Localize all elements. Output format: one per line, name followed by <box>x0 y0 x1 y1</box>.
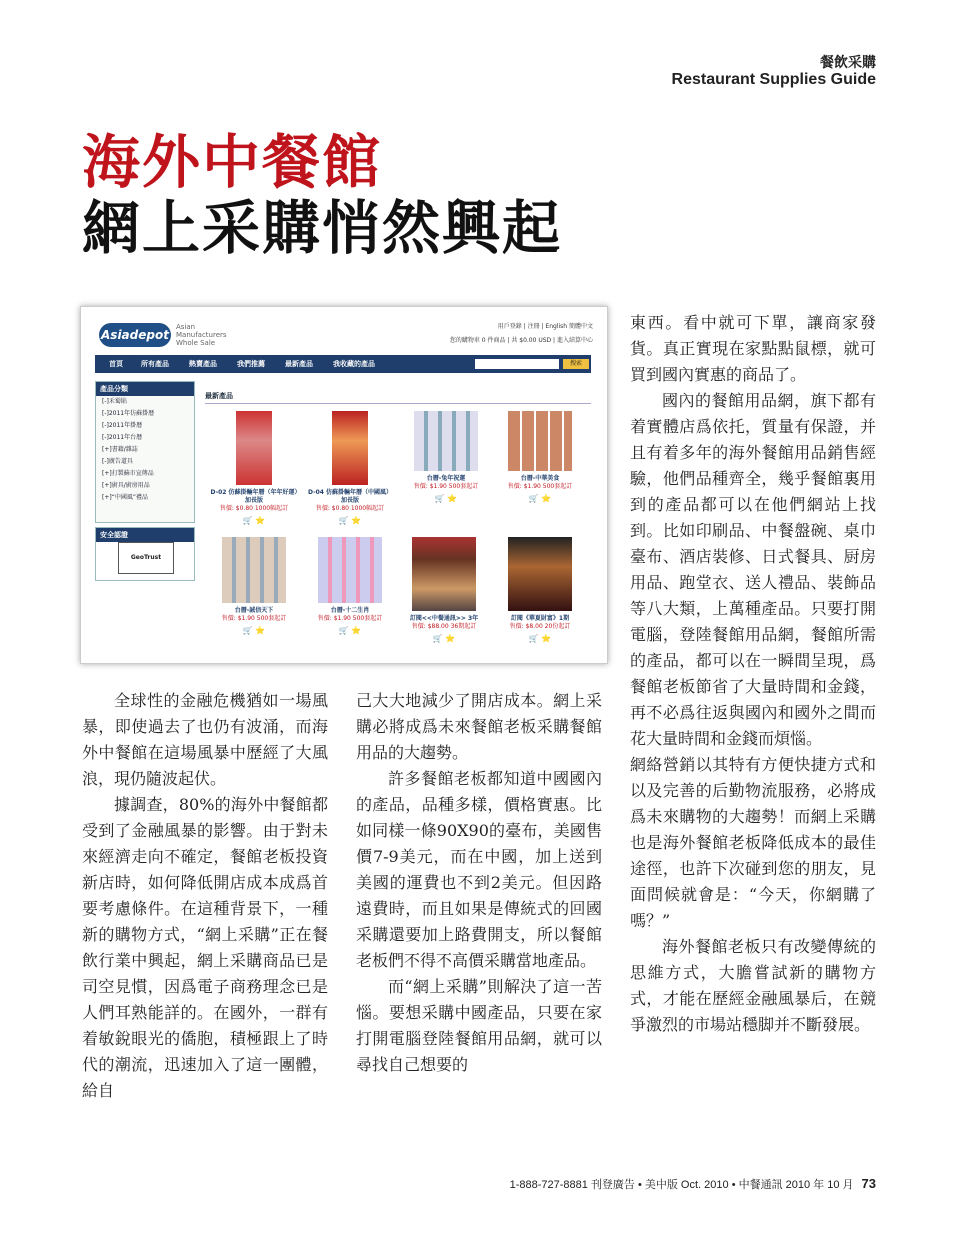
page-number: 73 <box>861 1176 876 1191</box>
footer-text: 1-888-727-8881 刊登廣告 • 美中版 Oct. 2010 • 中餐通訊 2010 年 10 月 <box>509 1179 854 1191</box>
headline-line2: 網上采購悄然興起 <box>82 194 563 262</box>
cart-icon: 🛒 ⭐ <box>528 634 552 643</box>
article-column-1 <box>82 688 328 1104</box>
site-logo-tagline: Asian Manufacturers Whole Sale <box>176 323 227 347</box>
category-title: 產品分類 <box>96 382 194 396</box>
site-nav-item: 所有產品 <box>141 360 169 368</box>
product-price: 售價: $88.00 36期起訂 <box>411 623 477 630</box>
product-image <box>318 537 382 603</box>
cart-icon: 🛒 ⭐ <box>338 626 362 635</box>
divider <box>205 403 591 404</box>
site-safety-panel <box>95 527 195 581</box>
site-nav-item: 熱賣產品 <box>189 360 217 368</box>
article-column-3 <box>630 310 876 1038</box>
category-item: [-]廣告道具 <box>102 458 133 465</box>
site-logo: Asiadepot <box>99 323 171 347</box>
product-image <box>508 537 572 611</box>
article-column-2 <box>356 688 602 1078</box>
section-title-en: Restaurant Supplies Guide <box>671 71 876 88</box>
product-price: 售價: $0.80 1000幅起訂 <box>219 505 289 512</box>
category-item: [+]書籍/雜誌 <box>102 446 138 453</box>
category-item: [+]“中國風”禮品 <box>102 494 148 501</box>
safety-title: 安全認證 <box>96 528 194 542</box>
product-name: 台曆-兔年祝運 <box>426 475 466 482</box>
product-name: 台曆-十二生肖 <box>330 607 370 614</box>
product-image <box>222 537 286 603</box>
site-nav-item: 首頁 <box>109 360 123 368</box>
product-price: 售價: $1.90 500套起訂 <box>413 483 479 490</box>
product-image <box>332 411 368 485</box>
new-products-heading: 最新產品 <box>205 392 233 400</box>
site-nav-item: 我收藏的產品 <box>333 360 375 368</box>
paragraph: 許多餐館老板都知道中國國內的產品，品種多樣，價格實惠。比如同樣一條90X90的臺布，美國售價7-9美元，而在中國，加上送到美國的運費也不到2美元。但因路遠費時，而且如果是傳統式的回國采購還要加上路費開支，所以餐館老板們不得不高價采購當地產品。 <box>356 769 602 970</box>
product-price: 售價: $1.90 500套起訂 <box>317 615 383 622</box>
product-card <box>209 411 299 525</box>
page-footer <box>510 1176 876 1192</box>
site-top-links: 用戶登錄 | 注冊 | English 簡體中文 <box>497 323 593 330</box>
product-name: D-02 仿蘇掛輛年曆（年年好運）加長版 <box>210 489 298 504</box>
paragraph: 據調查，80%的海外中餐館都受到了金融風暴的影響。由于對未來經濟走向不確定，餐館老板投資新店時，如何降低開店成本成爲首要考慮條件。在這種背景下，一種新的購物方式，“網上采購”正在餐飲行業中興起，網上采購商品已是司空見慣，因爲電子商務理念已是人們耳熟能詳的。在國外，一群有着敏銳眼光的僑胞，積極跟上了時代的潮流，迅速加入了這一團體，給自 <box>82 795 328 1100</box>
product-price: 售價: $0.80 1000幅起訂 <box>315 505 385 512</box>
category-item: [-]2011年掛曆 <box>102 422 143 429</box>
site-search-box <box>475 359 559 369</box>
product-card <box>305 537 395 635</box>
product-name: 訂閱<<中餐通訊>> 3年 <box>409 615 479 622</box>
site-cart-line: 您的購物車 0 件商品 | 共 $0.00 USD | 進入結算中心 <box>449 337 593 344</box>
category-item: [-]2011年仿蘇掛曆 <box>102 410 155 417</box>
paragraph: 國內的餐館用品網，旗下都有着實體店爲依托，質量有保證，并且有着多年的海外餐館用品銷售經驗，他們品種齊全，幾乎餐館裏用到的產品都可以在他們網站上找到。比如印刷品、中餐盤碗、桌巾臺布、酒店裝修、日式餐具、厨房用品、跑堂衣、送人禮品、裝飾品等八大類，上萬種產品。只要打開電腦，登陸餐館用品網，餐館所需的產品，都可以在一瞬間呈現，爲餐館老板節省了大量時間和金錢，再不必爲往返與國內和國外之間而花大量時間和金錢而煩惱。 <box>630 391 876 748</box>
product-image <box>414 411 478 471</box>
cart-icon: 🛒 ⭐ <box>432 634 456 643</box>
site-search-button: 搜索 <box>563 359 589 369</box>
paragraph: 己大大地減少了開店成本。網上采購必將成爲未來餐館老板采購餐館用品的大趨勢。 <box>356 691 602 762</box>
product-price: 售價: $8.00 20份起訂 <box>509 623 571 630</box>
product-card <box>401 411 491 503</box>
site-nav-item: 我們推薦 <box>237 360 265 368</box>
product-image <box>236 411 272 485</box>
cart-icon: 🛒 ⭐ <box>242 516 266 525</box>
category-item: [-]2011年台曆 <box>102 434 143 441</box>
headline-line1: 海外中餐館 <box>82 128 383 196</box>
category-item: [-]禾蜀貼 <box>102 398 127 405</box>
product-name: 台曆-誠信天下 <box>234 607 274 614</box>
product-image <box>508 411 572 471</box>
product-card <box>495 411 585 503</box>
paragraph: 海外餐館老板只有改變傳統的思維方式，大膽嘗試新的購物方式，才能在歷經金融風暴后，在競爭激烈的市場站穩脚并不斷發展。 <box>630 937 876 1034</box>
website-screenshot <box>80 306 608 664</box>
section-title-cn: 餐飲采購 <box>820 55 876 71</box>
product-price: 售價: $1.90 500套起訂 <box>507 483 573 490</box>
product-card <box>399 537 489 643</box>
cart-icon: 🛒 ⭐ <box>528 494 552 503</box>
product-price: 售價: $1.90 500套起訂 <box>221 615 287 622</box>
cart-icon: 🛒 ⭐ <box>434 494 458 503</box>
site-nav-bar <box>95 355 591 373</box>
geotrust-badge: GeoTrust <box>118 542 174 574</box>
paragraph: 網絡營銷以其特有方便快捷方式和以及完善的后勤物流服務，必將成爲未來購物的大趨勢！而網上采購也是海外餐館老板降低成本的最佳途徑，也許下次碰到您的朋友，見面問候就會是：“今天，你網購了嗎？” <box>630 755 876 930</box>
category-item: [+]廚具/廚房用品 <box>102 482 150 489</box>
product-card <box>495 537 585 643</box>
product-name: 訂閱《華夏財富》1期 <box>510 615 570 622</box>
product-card <box>209 537 299 635</box>
cart-icon: 🛒 ⭐ <box>242 626 266 635</box>
product-card <box>305 411 395 525</box>
site-nav-item: 最新產品 <box>285 360 313 368</box>
site-category-panel <box>95 381 195 523</box>
paragraph: 東西。看中就可下單，讓商家發貨。真正實現在家點點鼠標，就可買到國內實惠的商品了。 <box>630 313 876 384</box>
paragraph: 而“網上采購”則解決了這一苦惱。要想采購中國產品，只要在家打開電腦登陸餐館用品網，就可以尋找自己想要的 <box>356 977 602 1074</box>
category-item: [+]打製蘇市宣傳品 <box>102 470 154 477</box>
paragraph: 全球性的金融危機猶如一場風暴，即使過去了也仍有波涌，而海外中餐館在這場風暴中歷經了大風浪，現仍隨波起伏。 <box>82 691 328 788</box>
cart-icon: 🛒 ⭐ <box>338 516 362 525</box>
product-name: 台曆-中華美食 <box>520 475 560 482</box>
product-image <box>412 537 476 611</box>
product-name: D-04 仿蘇掛輛年曆（中國風）加長版 <box>307 489 393 504</box>
